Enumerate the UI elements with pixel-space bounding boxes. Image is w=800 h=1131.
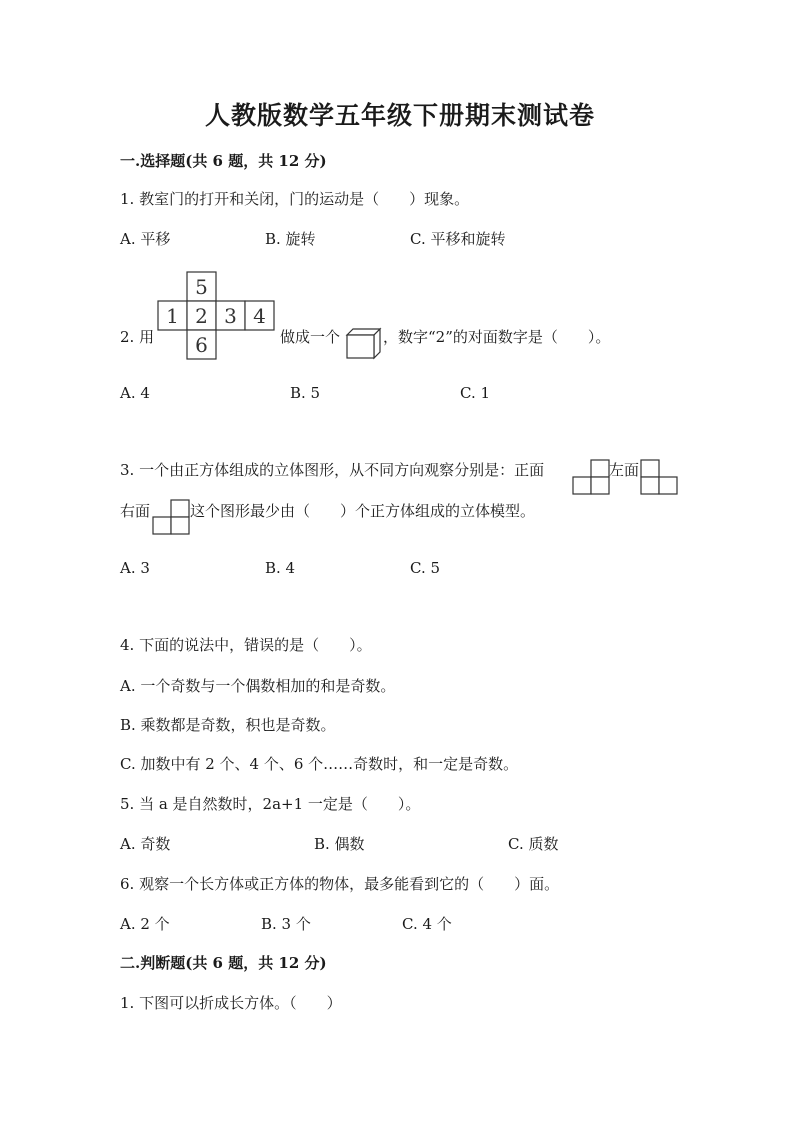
cube-net-figure [158, 272, 276, 360]
cube-icon [346, 328, 382, 360]
net-number-4: 4 [253, 304, 266, 328]
question-5-option-c: C. 质数 [508, 835, 559, 853]
question-2-option-c: C. 1 [460, 384, 491, 402]
question-2-option-b: B. 5 [290, 384, 321, 402]
question-1-option-b: B. 旋转 [265, 230, 316, 248]
judge-question-1-text: 1. 下图可以折成长方体。（ ） [120, 994, 342, 1012]
question-6-text: 6. 观察一个长方体或正方体的物体，最多能看到它的（ ）面。 [120, 875, 560, 893]
page-title: 人教版数学五年级下册期末测试卷 [204, 101, 595, 130]
question-3-left-label: 左面 [609, 461, 640, 479]
question-3-right-label: 右面 [120, 502, 151, 520]
question-6-option-c: C. 4 个 [402, 915, 452, 933]
net-number-1: 1 [166, 304, 179, 328]
question-3-line-2: 这个图形最少由（ ）个正方体组成的立体模型。 [190, 502, 536, 520]
question-2-option-a: A. 4 [120, 384, 150, 402]
question-4-option-a: A. 一个奇数与一个偶数相加的和是奇数。 [120, 677, 396, 695]
question-2-middle: 做成一个 [280, 328, 341, 346]
question-3-option-c: C. 5 [410, 559, 441, 577]
question-5-option-b: B. 偶数 [314, 835, 365, 853]
front-view-figure [573, 460, 611, 496]
question-3-option-a: A. 3 [120, 559, 150, 577]
question-3-line-1: 3. 一个由正方体组成的立体图形，从不同方向观察分别是：正面 [120, 461, 545, 479]
right-view-figure [153, 500, 191, 536]
question-2-suffix: ，数字“2”的对面数字是（ ）。 [383, 328, 611, 346]
net-number-3: 3 [224, 304, 237, 328]
net-number-top: 5 [195, 275, 208, 299]
question-1-option-a: A. 平移 [120, 230, 171, 248]
question-4-option-b: B. 乘数都是奇数，积也是奇数。 [120, 716, 336, 734]
question-3-option-b: B. 4 [265, 559, 296, 577]
question-1-option-c: C. 平移和旋转 [410, 230, 506, 248]
question-2-prefix: 2. 用 [120, 328, 155, 346]
question-6-option-b: B. 3 个 [261, 915, 311, 933]
question-1-text: 1. 教室门的打开和关闭，门的运动是（ ）现象。 [120, 190, 470, 208]
net-number-2: 2 [195, 304, 208, 328]
left-view-figure [641, 460, 679, 496]
section-heading-judge: 二.判断题(共 6 题，共 12 分) [120, 954, 327, 972]
section-heading-choice: 一.选择题(共 6 题，共 12 分) [120, 152, 327, 170]
question-4-option-c: C. 加数中有 2 个、4 个、6 个……奇数时，和一定是奇数。 [120, 755, 519, 773]
question-4-text: 4. 下面的说法中，错误的是（ ）。 [120, 636, 372, 654]
question-6-option-a: A. 2 个 [120, 915, 170, 933]
question-5-text: 5. 当 a 是自然数时，2a+1 一定是（ ）。 [120, 795, 421, 813]
question-5-option-a: A. 奇数 [120, 835, 171, 853]
net-number-bottom: 6 [195, 333, 208, 357]
